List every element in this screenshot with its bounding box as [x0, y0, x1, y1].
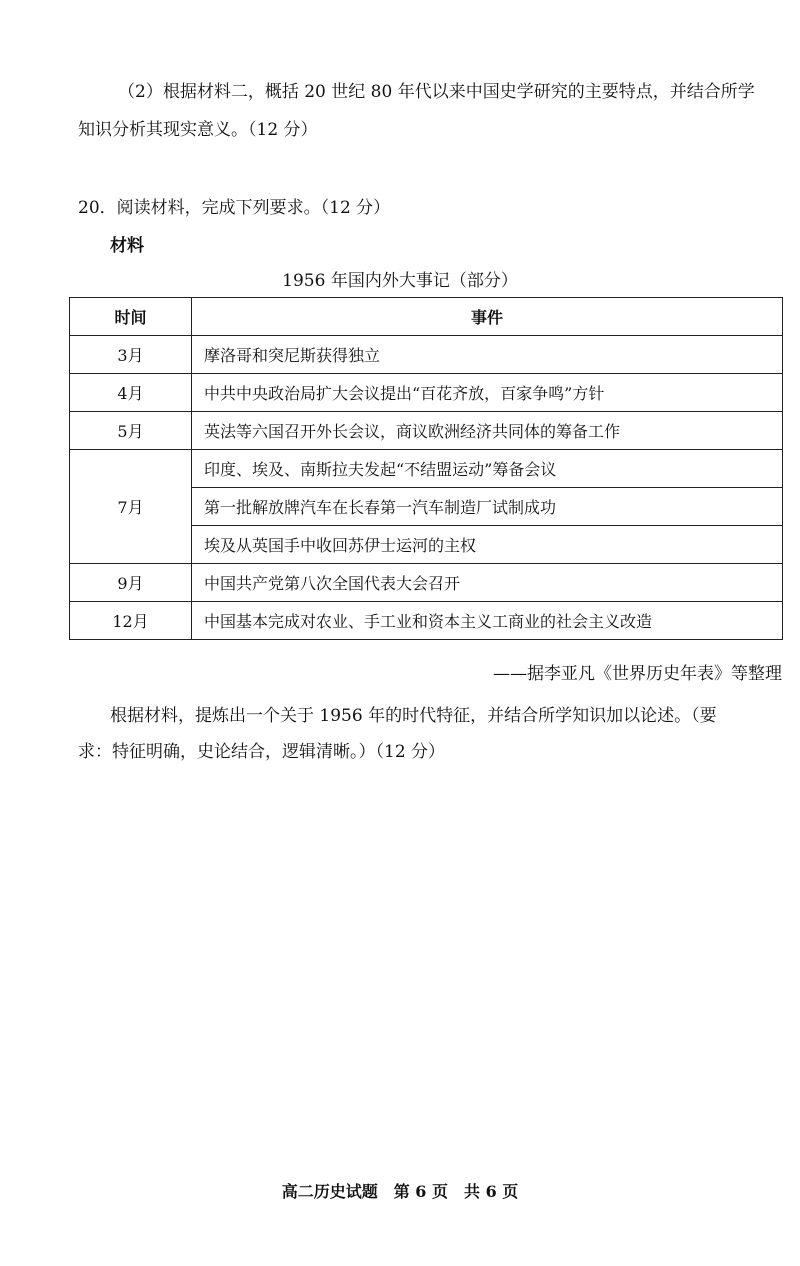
row-event-cell: 埃及从英国手中收回苏伊士运河的主权 [192, 526, 783, 564]
row-event-cell: 中国共产党第八次全国代表大会召开 [192, 564, 783, 602]
material-label: 材料 [110, 236, 144, 256]
table-title: 1956 年国内外大事记（部分） [282, 271, 518, 291]
question-2-text-line2: 知识分析其现实意义。（12 分） [78, 120, 318, 140]
row-time-cell: 7月 [70, 450, 192, 564]
table-source-note: ——据李亚凡《世界历史年表》等整理 [493, 664, 782, 684]
events-table [69, 297, 783, 640]
row-time-cell: 4月 [70, 374, 192, 412]
task-text-line1: 根据材料，提炼出一个关于 1956 年的时代特征，并结合所学知识加以论述。（要 [110, 706, 717, 726]
table-row [70, 450, 783, 488]
row-time-cell: 12月 [70, 602, 192, 640]
row-event-cell: 印度、埃及、南斯拉夫发起“不结盟运动”筹备会议 [192, 450, 783, 488]
question-2-text-line1: （2）根据材料二，概括 20 世纪 80 年代以来中国史学研究的主要特点，并结合所学 [118, 82, 755, 102]
task-text-line2: 求：特征明确，史论结合，逻辑清晰。）（12 分） [78, 742, 446, 762]
row-event-cell: 第一批解放牌汽车在长春第一汽车制造厂试制成功 [192, 488, 783, 526]
row-time-cell: 3月 [70, 336, 192, 374]
row-event-cell: 中国基本完成对农业、手工业和资本主义工商业的社会主义改造 [192, 602, 783, 640]
row-time-cell: 5月 [70, 412, 192, 450]
row-event-cell: 中共中央政治局扩大会议提出“百花齐放，百家争鸣”方针 [192, 374, 783, 412]
row-event-cell: 英法等六国召开外长会议，商议欧洲经济共同体的筹备工作 [192, 412, 783, 450]
row-event-cell: 摩洛哥和突尼斯获得独立 [192, 336, 783, 374]
table-row [70, 412, 783, 450]
table-row [70, 336, 783, 374]
page-footer: 高二历史试题 第 6 页 共 6 页 [281, 1182, 519, 1201]
table-header-row [70, 298, 783, 336]
row-time-cell: 9月 [70, 564, 192, 602]
header-event: 事件 [192, 298, 783, 336]
table-row [70, 374, 783, 412]
table-row [70, 602, 783, 640]
header-time: 时间 [70, 298, 192, 336]
table-row [70, 564, 783, 602]
question-20-header: 20．阅读材料，完成下列要求。（12 分） [78, 198, 391, 218]
